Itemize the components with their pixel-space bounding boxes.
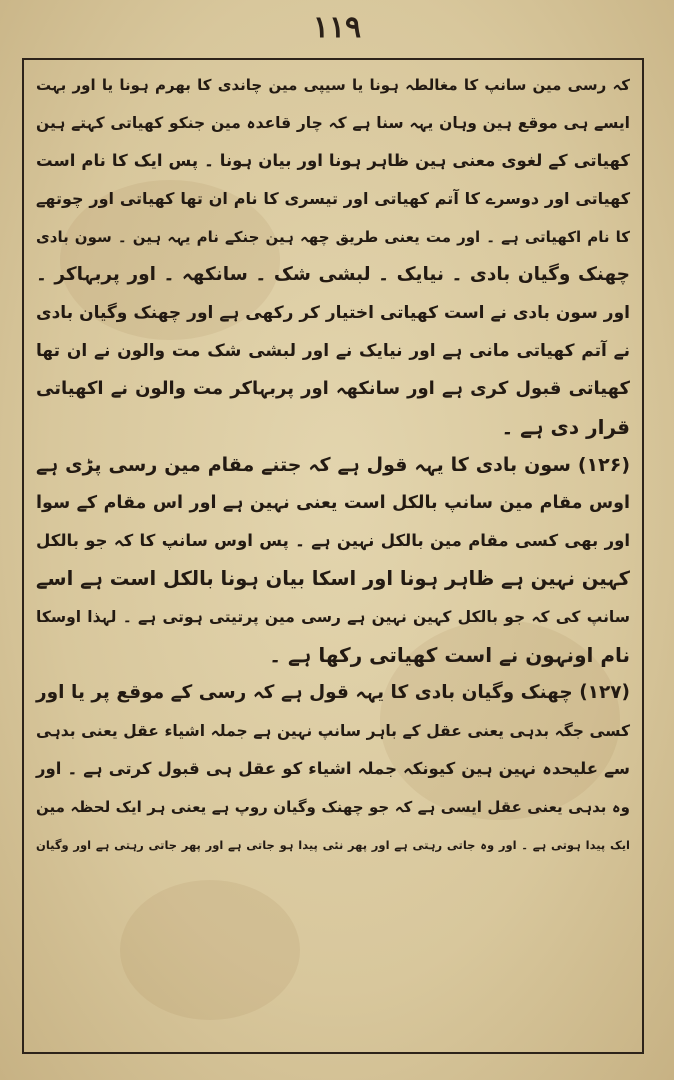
text-line: اور سون بادی نے است کھیاتی اختیار کر رکھی ہے اور چھنک وگیان بادی: [36, 303, 630, 323]
text-line: سے علیحدہ نہین ہین کیونکہ جملہ اشیاء کو عقل ہی قبول کرتی ہے ۔ اور: [36, 759, 630, 778]
text-line: وہ بدہی یعنی عقل ایسی ہے کہ جو چھنک وگیان روپ ہے یعنی ہر ایک لحظہ مین: [36, 798, 630, 816]
page-number: ۱۱۹: [312, 10, 362, 45]
text-line: چھنک وگیان بادی ۔ نیایک ۔ لبشی شک ۔ سانکھہ ۔ اور پربہاکر ۔: [36, 264, 630, 285]
text-line: کہ رسی مین سانپ کا مغالطہ ہونا یا سیپی مین چاندی کا بھرم ہونا یا اور بہت: [36, 76, 630, 94]
section-126-start: (۱۲۶) سون بادی کا یہہ قول ہے کہ جتنے مقام مین رسی پڑی ہے: [36, 454, 630, 476]
text-line: نام اونہون نے است کھیاتی رکھا ہے ۔: [269, 643, 630, 667]
text-line: کھیاتی کے لغوی معنی ہین ظاہر ہونا اور بیان ہونا ۔ پس ایک کا نام است: [36, 151, 630, 170]
text-line: کا نام اکھیاتی ہے ۔ اور مت یعنی طریق چھہ ہین جنکے نام یہہ ہین ۔ سون بادی: [36, 228, 630, 246]
text-line: ایسے ہی موقع ہین وہان یہہ سنا ہے کہ چار قاعدہ مین جنکو کھیاتی کہتے ہین: [36, 114, 630, 132]
text-line: کھیاتی اور دوسرے کا آتم کھیاتی اور تیسری کا نام ان تھا کھیاتی اور چوتھے: [36, 189, 630, 208]
text-line: نے آتم کھیاتی مانی ہے اور نیایک نے اور لبشی شک مت والون نے ان تھا: [36, 341, 630, 361]
text-line: اور بھی کسی مقام مین بالکل نہین ہے ۔ پس اوس سانپ کا کہ جو بالکل: [36, 531, 630, 550]
text-line: ایک پیدا ہوتی ہے ۔ اور وہ جاتی رہتی ہے اور پھر نئی پیدا ہو جاتی ہے اور پھر جاتی رہتی ہے اور وگیان: [36, 838, 630, 852]
text-line: اوس مقام مین سانپ بالکل است یعنی نہین ہے اور اس مقام کے سوا: [36, 493, 630, 513]
text-line: کہین نہین ہے ظاہر ہونا اور اسکا بیان ہونا بالکل است ہے اسے: [36, 567, 630, 590]
text-line: کسی جگہ بدہی یعنی عقل کے باہر سانپ نہین ہے جملہ اشیاء عقل یعنی بدہی: [36, 722, 630, 740]
text-line: قرار دی ہے ۔: [501, 415, 630, 439]
text-line: کھیاتی قبول کری ہے اور سانکھہ اور پربہاکر مت والون نے اکھیاتی: [36, 378, 630, 399]
section-127-start: (۱۲۷) چھنک وگیان بادی کا یہہ قول ہے کہ رسی کے موقع پر یا اور: [36, 682, 630, 703]
text-line: سانپ کی کہ جو بالکل کہین نہین ہے رسی مین پرتیتی ہوتی ہے ۔ لہذا اوسکا: [36, 608, 630, 626]
page-body: [30, 66, 636, 864]
